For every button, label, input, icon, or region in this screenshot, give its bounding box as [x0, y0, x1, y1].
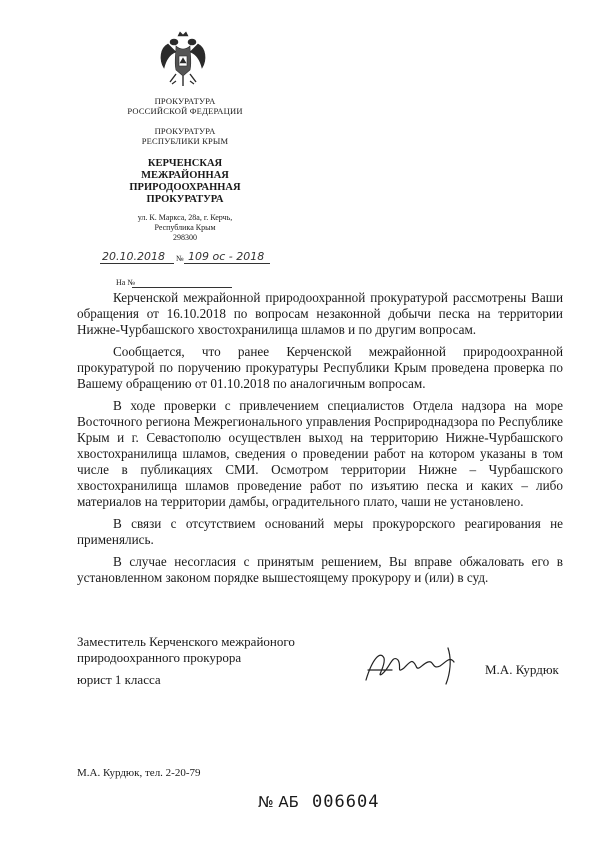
- body-paragraph: Сообщается, что ранее Керченской межрайонной природоохранной прокуратурой по поручению прокуратуры Республики Крым проведена проверка по Вашему обращению от 01.10.2018 по аналогичным вопросам.: [77, 344, 563, 391]
- body-paragraph: Керченской межрайонной природоохранной прокуратурой рассмотрены Ваши обращения от 16.10.2018 по вопросам незаконной добычи песка на территории Нижне-Чурбашского хвостохранилища шламов и по другим вопросам.: [77, 290, 563, 337]
- letterhead-line: РЕСПУБЛИКИ КРЫМ: [141, 136, 229, 146]
- letterhead-line: ПРОКУРАТУРА: [154, 126, 216, 136]
- signer-name: М.А. Курдюк: [485, 662, 559, 677]
- address-line: 298300: [173, 233, 197, 242]
- reference-number-underline: [132, 287, 232, 288]
- letterhead-line: ПРОКУРАТУРА: [154, 96, 216, 106]
- signer-position-line: природоохранного прокурора: [77, 650, 242, 665]
- registration-number-label: №: [176, 254, 184, 263]
- date-underline: [100, 263, 174, 264]
- address-line: ул. К. Маркса, 28а, г. Керчь,: [137, 213, 233, 222]
- number-underline: [184, 263, 270, 264]
- office-name-line: МЕЖРАЙОННАЯ: [141, 170, 229, 181]
- office-name-line: КЕРЧЕНСКАЯ: [147, 158, 223, 169]
- letterhead-prosecutor-crimea: [100, 126, 270, 146]
- reference-number-line: [116, 278, 135, 287]
- reference-number-label: На №: [116, 278, 135, 287]
- body-paragraph: В случае несогласия с принятым решением, Вы вправе обжаловать его в установленном законом порядке вышестоящему прокурору и (или) в суд.: [77, 554, 563, 585]
- signer-rank: юрист 1 класса: [77, 672, 161, 687]
- handwritten-signature: [362, 640, 472, 690]
- contact-info: М.А. Курдюк, тел. 2-20-79: [77, 767, 201, 779]
- double-headed-eagle-emblem-icon: [158, 30, 208, 88]
- serial-number: 006604: [312, 792, 380, 812]
- office-name-line: ПРИРОДООХРАННАЯ: [129, 182, 241, 193]
- form-serial: [258, 792, 379, 812]
- registration-line: [100, 248, 270, 268]
- letterhead-prosecutor-rf: [100, 96, 270, 116]
- letterhead-line: РОССИЙСКОЙ ФЕДЕРАЦИИ: [127, 106, 243, 116]
- letterhead-address: [100, 213, 270, 243]
- registration-date: 20.10.2018: [102, 250, 165, 263]
- letterhead-office-name: [100, 158, 270, 206]
- signer-position-line: Заместитель Керченского межрайоного: [77, 634, 295, 649]
- serial-label: № АБ: [258, 793, 299, 811]
- body-paragraph: В связи с отсутствием оснований меры прокурорского реагирования не применялись.: [77, 516, 563, 547]
- body-paragraph: В ходе проверки с привлечением специалистов Отдела надзора на море Восточного региона Межрегионального управления Росприроднадзора по Республике Крым и г. Севастополю осуществлен выход на территорию Нижне-Чурбашского хвостохранилища шламов, сведения о проведении работ на котором указаны в том числе в публикациях СМИ. Осмотром территории Нижне – Чурбашского хвостохранилища шламов проведение работ по изъятию песка и каких – либо материалов на территории дамбы, оградительного плато, чаши не установлено.: [77, 398, 563, 509]
- address-line: Республика Крым: [154, 223, 216, 232]
- letter-body: [77, 290, 563, 592]
- registration-number: 109 ос - 2018: [188, 250, 265, 263]
- office-name-line: ПРОКУРАТУРА: [146, 194, 224, 205]
- signer-position: [77, 634, 295, 666]
